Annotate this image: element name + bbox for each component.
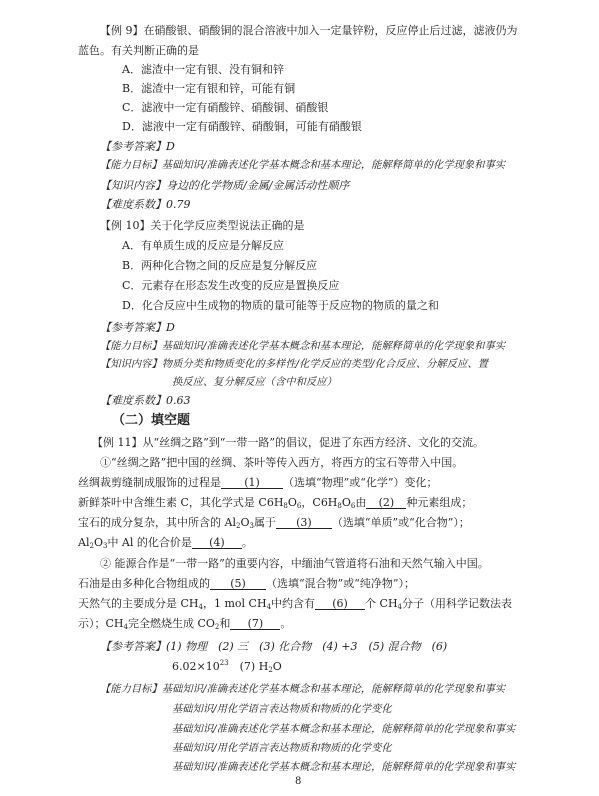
ex9-option-d: D．滤液中一定有硝酸锌、硝酸铜，可能有硝酸银 [122,120,362,133]
ex11-sentence-3: 宝石的成分复杂，其中所含的 $Al_2O_3$属于 (3) （选填“单质”或“化合物”）； [78,516,470,530]
ex9-question-line1: 【例 9】在硝酸银、硝酸铜的混合溶液中加入一定量锌粉，反应停止后过滤，滤液仍为 [100,24,518,37]
ex10-ability-goal: 【能力目标】基础知识/准确表述化学基本概念和基本理论，能解释简单的化学现象和事实 [100,340,506,352]
ex10-question: 【例 10】关于化学反应类型说法正确的是 [100,219,305,232]
ex11-ability-goal-5: 基础知识/准确表述化学基本概念和基本理论，能解释简单的化学现象和事实 [172,761,516,773]
ex9-question-line2: 蓝色。有关判断正确的是 [78,44,199,57]
blank-6[interactable]: (6) [315,598,365,610]
ex11-ability-goal-2: 基础知识/用化学语言表达物质和物质的化学变化 [172,703,392,715]
blank-1[interactable]: (1) [221,477,283,489]
ex11-sentence-2: 新鲜茶叶中含维生素 C，其化学式是 $C6H_8O_6$，$C6H_8O_6$由 (2) 种元素组成； [78,496,473,510]
page-number: 8 [295,776,302,787]
ex10-option-d: D．化合反应中生成物的物质的量可能等于反应物的物质的量之和 [122,299,439,312]
ex11-ability-goal-1: 【能力目标】基础知识/准确表述化学基本概念和基本理论，能解释简单的化学现象和事实 [100,683,506,695]
blank-4[interactable]: (4) [192,537,242,549]
ex9-ability-goal: 【能力目标】基础知识/准确表述化学基本概念和基本理论，能解释简单的化学现象和事实 [100,159,506,171]
formula-vitamin-c: $6H_8O_6$ [266,496,302,510]
ex11-ability-goal-3: 基础知识/准确表述化学基本概念和基本理论，能解释简单的化学现象和事实 [172,723,516,735]
ex11-intro: 【例 11】从“丝绸之路”到“一带一路”的倡议，促进了东西方经济、文化的交流。 [92,436,484,449]
ex10-answer: 【参考答案】D [100,321,175,334]
ex11-sentence-6: 天然气的主要成分是 $CH_4$，1 mol $CH_4$中约含有 (6) 个 $CH_4$分子（用科学记数法表 [78,597,513,611]
ex10-option-b: B．两种化合物之间的反应是复分解反应 [122,259,318,272]
ex11-sentence-4: $Al_2O_3$中 Al 的化合价是 (4) 。 [78,536,253,550]
ex10-knowledge-line1: 【知识内容】物质分类和物质变化的多样性/化学反应的类型/化合反应、分解反应、置 [100,358,488,370]
ex11-sentence-1: 丝绸裁剪缝制成服饰的过程是 (1) （选填“物理”或“化学”）变化； [78,476,438,489]
ex9-difficulty: 【难度系数】0.79 [100,198,191,211]
ex10-knowledge-line2: 换反应、复分解反应（含中和反应） [172,376,337,388]
ex11-answer-line1: 【参考答案】(1) 物理 (2) 三 (3) 化合物 (4) +3 (5) 混合物 (6) [100,640,448,653]
ex10-option-a: A．有单质生成的反应是分解反应 [122,239,284,252]
blank-2[interactable]: (2) [366,497,406,509]
blank-5[interactable]: (5) [210,578,266,590]
ex11-sentence-7: 示）；$CH_4$完全燃烧生成 $CO_2$和 (7) 。 [78,617,292,631]
ex11-part2-intro: ② 能源合作是“一带一路”的重要内容，中缅油气管道将石油和天然气输入中国。 [100,557,489,570]
blank-7[interactable]: (7) [230,618,280,630]
ex9-answer: 【参考答案】D [100,140,175,153]
ex11-sentence-5: 石油是由多种化合物组成的 (5) （选填“混合物”或“纯净物”）； [78,577,415,590]
ex9-option-a: A．滤渣中一定有银、没有铜和锌 [122,63,284,76]
ex10-difficulty: 【难度系数】0.63 [100,394,191,407]
ex10-option-c: C．元素存在形态发生改变的反应是置换反应 [122,279,340,292]
ex11-answer-line2: $6.02\times 10^{23}$ (7) $H_2O$ [172,659,282,674]
ex11-part1-intro: ①“丝绸之路”把中国的丝绸、茶叶等传入西方，将西方的宝石等带入中国。 [100,456,464,469]
ex9-option-c: C．滤液中一定有硝酸锌、硝酸铜、硝酸银 [122,101,329,114]
blank-3[interactable]: (3) [276,517,332,529]
section-title: （二）填空题 [112,413,191,428]
ex11-ability-goal-4: 基础知识/用化学语言表达物质和物质的化学变化 [172,742,392,754]
ex9-option-b: B．滤渣中一定有银和锌，可能有铜 [122,82,296,95]
formula-alumina: $_2O_3$ [235,516,254,530]
ex9-knowledge: 【知识内容】身边的化学物质/金属/金属活动性顺序 [100,179,350,192]
